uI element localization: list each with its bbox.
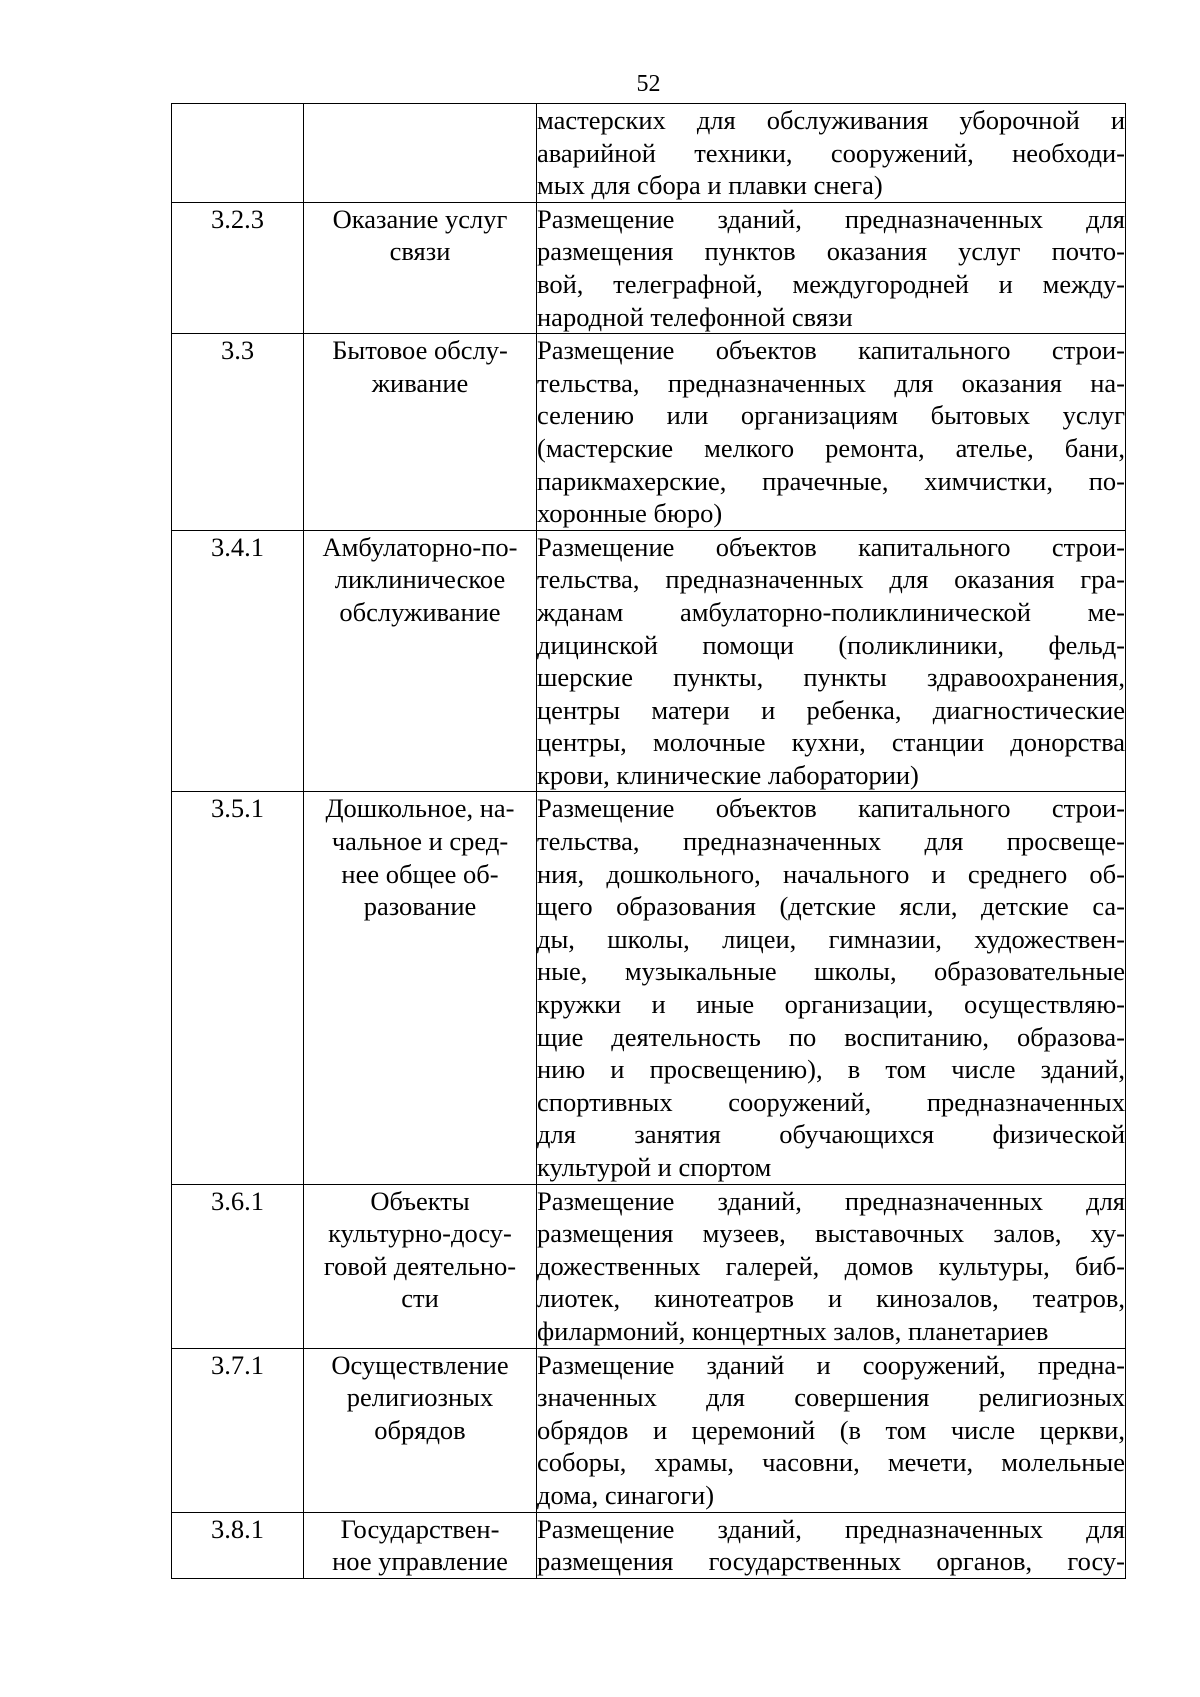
name-line: Объекты [370,1185,470,1216]
description-line: шерские пункты, пункты здравоохранения, [537,662,1125,693]
name-line: чальное и сред- [331,826,509,857]
description-line: Размещение зданий, предназначенных для [537,203,1125,234]
code-line: 3.6.1 [211,1185,264,1216]
description-line: филармоний, концертных залов, планетариев [537,1315,1049,1346]
name-line: обрядов [374,1414,466,1445]
name-cell [304,334,537,531]
code-line: 3.5.1 [211,793,264,824]
name-cell [304,104,537,203]
description-line: спортивных сооружений, предназначенных [537,1086,1125,1117]
name-line: Бытовое обслу- [332,335,508,366]
description-line: культурой и спортом [537,1152,772,1182]
code-line: 3.8.1 [211,1513,264,1544]
name-line: Амбулаторно-по- [322,531,518,562]
code-cell [172,1512,304,1578]
table-row [172,104,1126,203]
description-line: дожественных галерей, домов культуры, биб- [537,1250,1125,1281]
description-line: размещения музеев, выставочных залов, ху- [537,1218,1125,1249]
table-row [172,1348,1126,1512]
description-line: Размещение объектов капитального строи- [537,531,1125,562]
description-line: значенных для совершения религиозных [537,1382,1125,1413]
description-line: лиотек, кинотеатров и кинозалов, театров, [537,1283,1125,1314]
description-line: народной телефонной связи [537,301,853,332]
description-cell [537,530,1126,792]
table-row [172,1512,1126,1578]
description-line: Размещение зданий, предназначенных для [537,1185,1125,1216]
description-cell [537,792,1126,1184]
description-line: Размещение объектов капитального строи- [537,335,1125,366]
description-line: щие деятельность по воспитанию, образова- [537,1021,1125,1052]
code-cell [172,1184,304,1348]
code-line: 3.7.1 [211,1349,264,1380]
code-cell [172,792,304,1184]
name-cell [304,1512,537,1578]
description-line: Размещение зданий, предназначенных для [537,1513,1125,1544]
description-line: размещения государственных органов, госу- [537,1546,1125,1577]
description-line: тельства, предназначенных для просвеще- [537,826,1125,857]
description-line: дома, синагоги) [537,1479,715,1510]
code-line: 3.2.3 [211,203,264,234]
name-line: Осуществление [331,1349,509,1380]
name-cell [304,1184,537,1348]
description-line: ные, музыкальные школы, образовательные [537,956,1125,987]
code-cell [172,1348,304,1512]
name-line: ное управление [332,1546,508,1577]
description-line: ния, дошкольного, начального и среднего об- [537,858,1125,889]
description-line: парикмахерские, прачечные, химчистки, по- [537,465,1125,496]
name-line: сти [401,1283,439,1314]
name-cell [304,530,537,792]
code-line: 3.4.1 [211,531,264,562]
code-line: 3.3 [220,335,255,366]
description-line: (мастерские мелкого ремонта, ателье, бани, [537,432,1125,463]
description-cell [537,1184,1126,1348]
description-line: центры, молочные кухни, станции донорства [537,727,1125,758]
table-row [172,792,1126,1184]
name-line: Государствен- [340,1513,500,1544]
description-line: нию и просвещению), в том числе зданий, [537,1054,1125,1085]
description-line: Размещение зданий и сооружений, предна- [537,1349,1125,1380]
table-body [172,104,1126,1579]
description-cell [537,202,1126,333]
description-line: размещения пунктов оказания услуг почто- [537,236,1125,267]
description-cell [537,104,1126,203]
name-line: религиозных [346,1382,494,1413]
name-line: нее общее об- [341,858,499,889]
page-number: 52 [636,71,661,97]
description-line: мых для сбора и плавки снега) [537,170,883,201]
name-cell [304,792,537,1184]
description-line: вой, телеграфной, междугородней и между- [537,268,1125,299]
table-row [172,334,1126,531]
description-line: щего образования (детские ясли, детские са- [537,891,1125,922]
description-line: Размещение объектов капитального строи- [537,793,1125,824]
name-line: живание [371,367,469,398]
code-cell [172,530,304,792]
name-cell [304,202,537,333]
name-line: обслуживание [339,596,501,627]
description-line: мастерских для обслуживания уборочной и [537,105,1125,135]
name-line: Дошкольное, на- [325,793,515,824]
description-cell [537,1348,1126,1512]
description-line: соборы, храмы, часовни, мечети, молельные [537,1447,1125,1478]
description-line: для занятия обучающихся физической [537,1119,1125,1150]
description-line: хоронные бюро) [537,498,723,529]
description-line: дицинской помощи (поликлиники, фельд- [537,629,1125,660]
name-cell [304,1348,537,1512]
description-line: жданам амбулаторно-поликлинической ме- [537,596,1125,627]
name-line: культурно-досу- [328,1218,512,1249]
description-line: аварийной техники, сооружений, необходи- [537,137,1125,168]
table-row [172,530,1126,792]
description-line: селению или организациям бытовых услуг [537,400,1125,431]
code-cell [172,334,304,531]
table-row [172,1184,1126,1348]
description-line: кружки и иные организации, осуществляю- [537,989,1125,1020]
name-line: связи [389,236,451,267]
description-cell [537,1512,1126,1578]
name-line: говой деятельно- [323,1250,517,1281]
description-line: тельства, предназначенных для оказания гра- [537,564,1125,595]
description-line: крови, клинические лаборатории) [537,759,919,790]
name-line: Оказание услуг [332,203,508,234]
table-row [172,202,1126,333]
description-line: тельства, предназначенных для оказания на- [537,367,1125,398]
description-line: центры матери и ребенка, диагностические [537,694,1125,725]
land-use-table [171,103,1126,1579]
description-cell [537,334,1126,531]
description-line: ды, школы, лицеи, гимназии, художествен- [537,923,1125,954]
name-line: ликлиническое [334,564,506,595]
description-line: обрядов и церемоний (в том числе церкви, [537,1414,1125,1445]
code-cell [172,202,304,333]
name-line: разование [363,891,477,922]
code-cell [172,104,304,203]
